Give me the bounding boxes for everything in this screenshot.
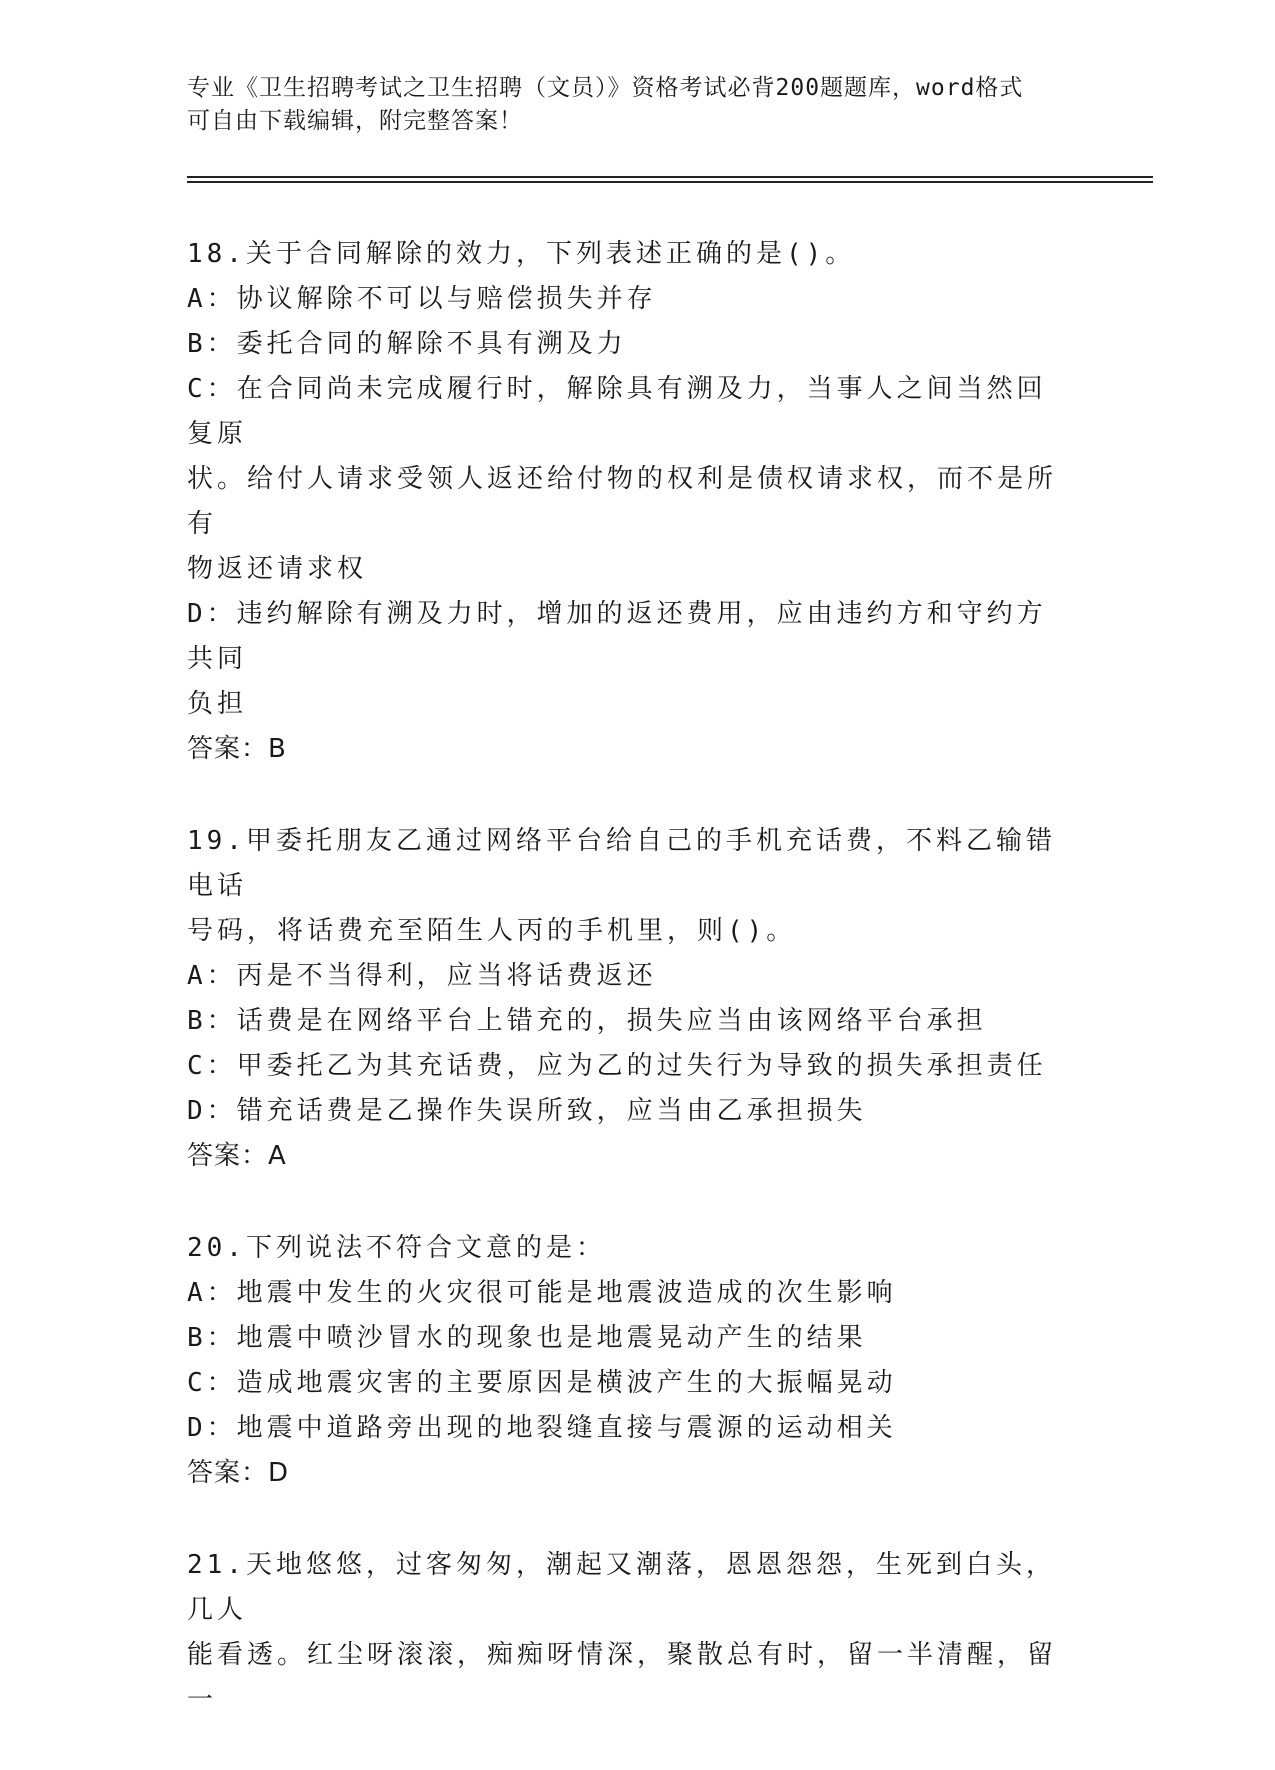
option-b: B：地震中喷沙冒水的现象也是地震晃动产生的结果 xyxy=(187,1323,867,1353)
option-d: D：地震中道路旁出现的地裂缝直接与震源的运动相关 xyxy=(187,1413,897,1443)
option-c: C：造成地震灾害的主要原因是横波产生的大振幅晃动 xyxy=(187,1368,897,1398)
header-line-2: 可自由下载编辑，附完整答案！ xyxy=(187,108,523,134)
answer-label: 答案：B xyxy=(187,734,287,764)
option-a: A：丙是不当得利，应当将话费返还 xyxy=(187,961,657,991)
question-stem: 20.下列说法不符合文意的是： xyxy=(187,1233,606,1263)
question-stem-continued: 号码，将话费充至陌生人丙的手机里，则()。 xyxy=(187,916,797,946)
document-header xyxy=(187,72,1087,138)
option-d: D：违约解除有溯及力时，增加的返还费用，应由违约方和守约方共同 xyxy=(187,599,1047,674)
option-b: B：话费是在网络平台上错充的，损失应当由该网络平台承担 xyxy=(187,1006,987,1036)
question-stem-continued: 能看透。红尘呀滚滚，痴痴呀情深，聚散总有时，留一半清醒，留一 xyxy=(187,1640,1058,1715)
header-divider-bottom xyxy=(187,181,1153,183)
question-21 xyxy=(187,1543,1067,1723)
option-d-continued: 负担 xyxy=(187,689,248,719)
option-b: B：委托合同的解除不具有溯及力 xyxy=(187,329,627,359)
question-list xyxy=(187,232,1067,1770)
header-divider-top xyxy=(187,176,1153,178)
answer-label: 答案：A xyxy=(187,1141,287,1171)
question-18 xyxy=(187,232,1067,772)
question-stem: 19.甲委托朋友乙通过网络平台给自己的手机充话费，不料乙输错电话 xyxy=(187,826,1056,901)
option-c: C：在合同尚未完成履行时，解除具有溯及力，当事人之间当然回复原 xyxy=(187,374,1047,449)
option-c-continued: 状。给付人请求受领人返还给付物的权利是债权请求权，而不是所有 xyxy=(187,464,1058,539)
option-c-continued: 物返还请求权 xyxy=(187,554,368,584)
question-19 xyxy=(187,819,1067,1179)
option-c: C：甲委托乙为其充话费，应为乙的过失行为导致的损失承担责任 xyxy=(187,1051,1047,1081)
header-line-1: 专业《卫生招聘考试之卫生招聘（文员）》资格考试必背200题题库，word格式 xyxy=(187,75,1024,101)
option-a: A：地震中发生的火灾很可能是地震波造成的次生影响 xyxy=(187,1278,897,1308)
option-a: A：协议解除不可以与赔偿损失并存 xyxy=(187,284,657,314)
question-stem: 18.关于合同解除的效力，下列表述正确的是()。 xyxy=(187,239,856,269)
question-stem: 21.天地悠悠，过客匆匆，潮起又潮落，恩恩怨怨，生死到白头，几人 xyxy=(187,1550,1056,1625)
question-20 xyxy=(187,1226,1067,1496)
answer-label: 答案：D xyxy=(187,1458,290,1488)
option-d: D：错充话费是乙操作失误所致，应当由乙承担损失 xyxy=(187,1096,867,1126)
